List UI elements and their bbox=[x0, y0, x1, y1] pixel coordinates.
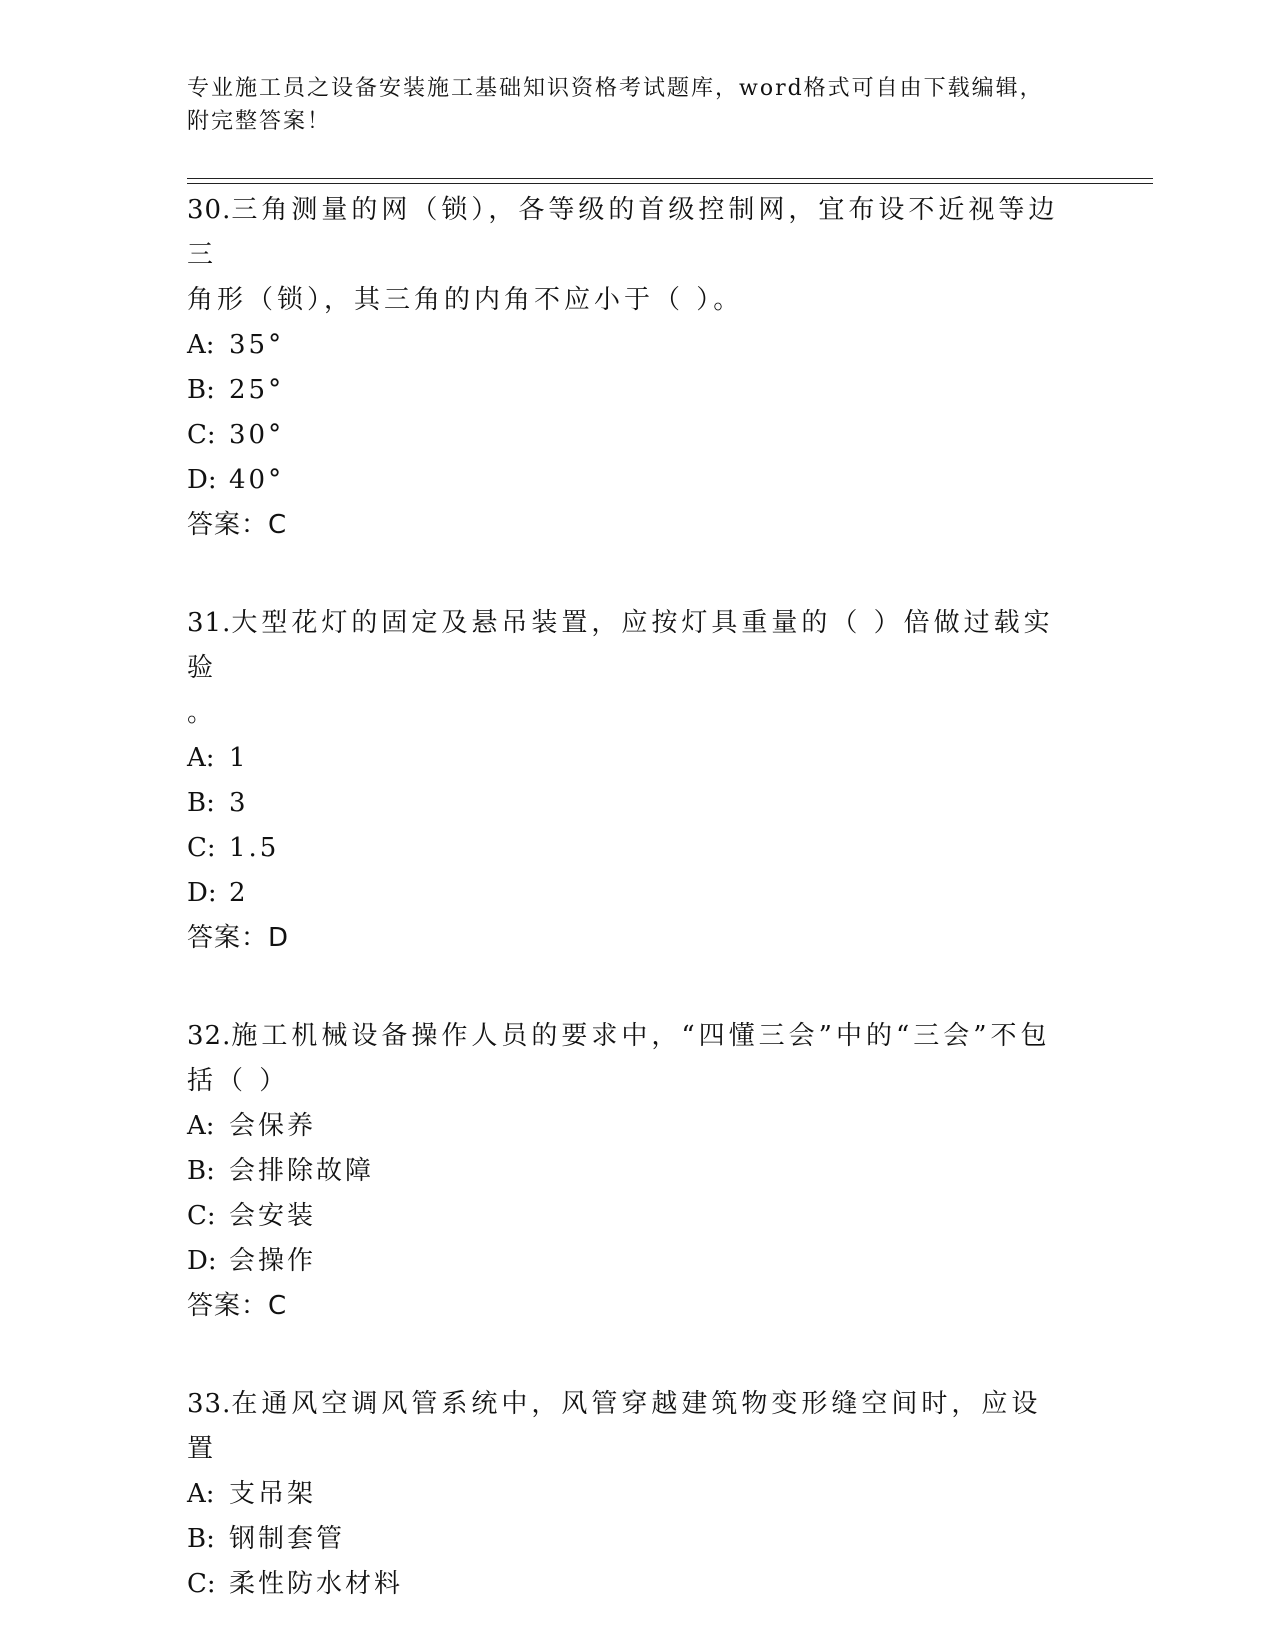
option-key: D: bbox=[187, 1246, 217, 1276]
question-list bbox=[187, 188, 1087, 1607]
option-key: C: bbox=[187, 1569, 216, 1599]
option-key: B: bbox=[187, 375, 215, 405]
header-line-2: 附完整答案！ bbox=[187, 109, 332, 134]
question-stem-line-1: 在通风空调风管系统中，风管穿越建筑物变形缝空间时，应设置 bbox=[187, 1389, 1042, 1464]
question-stem-line-2: 。 bbox=[187, 698, 218, 728]
option-d bbox=[187, 458, 1087, 503]
question-number: 31. bbox=[187, 608, 232, 638]
option-key: D: bbox=[187, 878, 217, 908]
document-header bbox=[187, 72, 1087, 138]
option-text: 钢制套管 bbox=[229, 1524, 346, 1554]
question-stem-line-1: 大型花灯的固定及悬吊装置，应按灯具重量的（ ）倍做过载实验 bbox=[187, 608, 1054, 683]
option-text: 2 bbox=[229, 878, 249, 908]
option-c bbox=[187, 1562, 1087, 1607]
option-d bbox=[187, 1239, 1087, 1284]
option-a bbox=[187, 323, 1087, 368]
question-spacer bbox=[187, 547, 1087, 601]
option-key: C: bbox=[187, 833, 216, 863]
question-number: 30. bbox=[187, 195, 232, 225]
option-b bbox=[187, 781, 1087, 826]
question-stem bbox=[187, 1382, 1067, 1472]
question-spacer bbox=[187, 960, 1087, 1014]
header-divider-bottom bbox=[187, 183, 1153, 184]
option-text: 会排除故障 bbox=[229, 1156, 375, 1186]
question-stem bbox=[187, 1014, 1067, 1104]
question-30 bbox=[187, 188, 1087, 547]
option-text: 会操作 bbox=[229, 1246, 317, 1276]
header-divider-top bbox=[187, 178, 1153, 179]
answer-line: 答案：C bbox=[187, 510, 288, 540]
option-text: 会保养 bbox=[229, 1111, 317, 1141]
option-key: B: bbox=[187, 1156, 215, 1186]
question-stem bbox=[187, 601, 1067, 736]
option-a bbox=[187, 1472, 1087, 1517]
question-stem-line-1: 三角测量的网（锁），各等级的首级控制网，宜布设不近视等边三 bbox=[187, 195, 1059, 270]
option-text: 3 bbox=[229, 788, 249, 818]
option-a bbox=[187, 1104, 1087, 1149]
option-key: B: bbox=[187, 788, 215, 818]
option-text: 支吊架 bbox=[229, 1479, 317, 1509]
option-a bbox=[187, 736, 1087, 781]
option-key: A: bbox=[187, 330, 215, 360]
option-text: 30° bbox=[229, 420, 285, 450]
option-text: 柔性防水材料 bbox=[229, 1569, 404, 1599]
option-d bbox=[187, 871, 1087, 916]
option-b bbox=[187, 368, 1087, 413]
option-c bbox=[187, 413, 1087, 458]
option-text: 40° bbox=[229, 465, 285, 495]
question-31 bbox=[187, 601, 1087, 960]
option-b bbox=[187, 1149, 1087, 1194]
question-33 bbox=[187, 1382, 1087, 1607]
option-key: C: bbox=[187, 420, 216, 450]
option-c bbox=[187, 1194, 1087, 1239]
question-stem-line-2: 角形（锁），其三角的内角不应小于（ ）。 bbox=[187, 285, 744, 315]
question-stem-line-2: 括（ ） bbox=[187, 1066, 290, 1096]
option-key: A: bbox=[187, 1479, 215, 1509]
question-32 bbox=[187, 1014, 1087, 1328]
question-number: 32. bbox=[187, 1021, 232, 1051]
option-text: 35° bbox=[229, 330, 285, 360]
option-key: A: bbox=[187, 1111, 215, 1141]
question-number: 33. bbox=[187, 1389, 232, 1419]
option-text: 会安装 bbox=[229, 1201, 317, 1231]
header-line-1: 专业施工员之设备安装施工基础知识资格考试题库，word格式可自由下载编辑， bbox=[187, 76, 1044, 101]
answer-line: 答案：D bbox=[187, 923, 290, 953]
answer-line: 答案：C bbox=[187, 1291, 288, 1321]
option-key: D: bbox=[187, 465, 217, 495]
option-c bbox=[187, 826, 1087, 871]
question-stem bbox=[187, 188, 1067, 323]
option-text: 1 bbox=[229, 743, 249, 773]
option-b bbox=[187, 1517, 1087, 1562]
option-text: 25° bbox=[229, 375, 285, 405]
option-key: B: bbox=[187, 1524, 215, 1554]
option-key: A: bbox=[187, 743, 215, 773]
question-spacer bbox=[187, 1328, 1087, 1382]
option-text: 1.5 bbox=[229, 833, 280, 863]
question-stem-line-1: 施工机械设备操作人员的要求中，“四懂三会”中的“三会”不包 bbox=[231, 1021, 1051, 1051]
option-key: C: bbox=[187, 1201, 216, 1231]
